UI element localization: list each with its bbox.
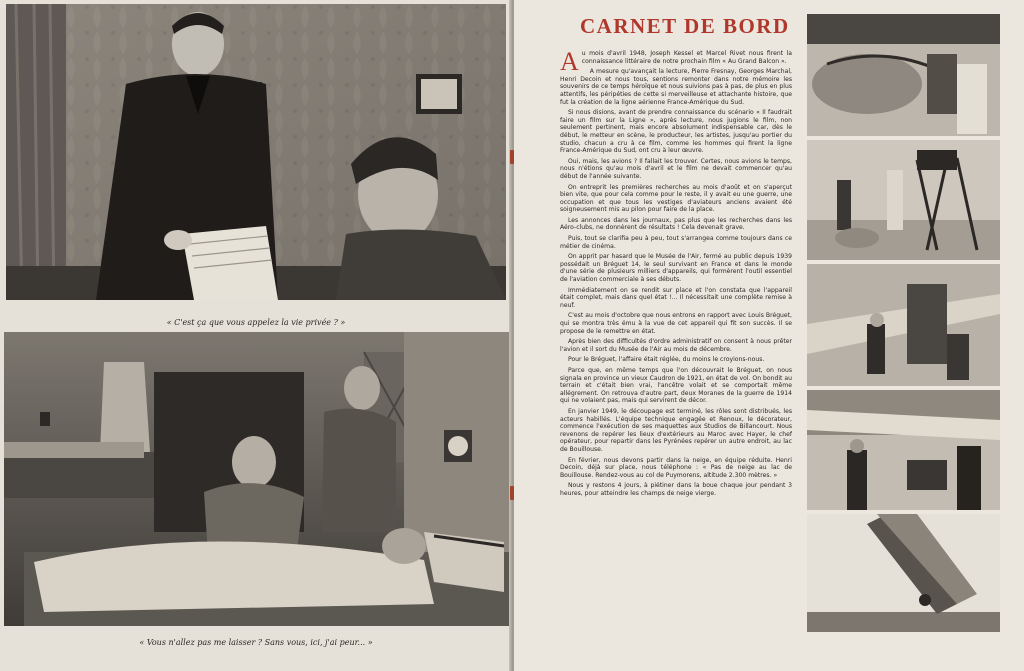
article-paragraph: Oui, mais, les avions ? Il fallait les trouver. Certes, nous avions le temps, nous n'étions qu'au mois d'avril et le film ne devait commencer qu'au début de l'année suivante.	[560, 157, 792, 180]
caption-top: « C'est ça que vous appelez la vie privée ? »	[166, 318, 346, 327]
strip-photo-3	[807, 264, 1000, 386]
strip-photo-1	[807, 14, 1000, 136]
article-paragraph: On apprit par hasard que le Musée de l'Air, fermé au public depuis 1939 possédait un Bréguet 14, le seul survivant en France et dans le monde d'une série de plusieurs milliers d'appareils, qui formèrent l'outil essentiel de l'aviation commerciale à ses débuts.	[560, 253, 792, 284]
article-paragraph: On entreprit les premières recherches au mois d'août et on s'aperçut bien vite, que pour cela comme pour le reste, il y avait eu une guerre, une occupation et que tous les vestiges d'aviateurs anciens avaient été soigneusement mis au pilon pour faire de la place.	[560, 183, 792, 214]
article-paragraph: C'est au mois d'octobre que nous entrons en rapport avec Louis Bréguet, qui se montra très ému à la vue de cet appareil qui fit son succès. Il se propose de le remettre en état.	[560, 312, 792, 335]
article-paragraph: Après bien des difficultés d'ordre administratif on consent à nous prêter l'avion et il sort du Musée de l'Air au mois de décembre.	[560, 338, 792, 353]
strip-photo-3-illustration	[807, 264, 1000, 386]
photo-top-film-still	[6, 4, 506, 300]
drop-cap: A	[560, 50, 579, 76]
article-paragraph-text: u mois d'avril 1948, Joseph Kessel et Marcel Rivet nous firent la connaissance littéraire de notre prochain film « Au Grand Balcon ».	[581, 50, 792, 65]
strip-photo-5	[807, 514, 1000, 632]
article-paragraph: Si nous disions, avant de prendre connaissance du scénario « Il faudrait faire un film sur la Ligne », après lecture, nous jugions le film, non seulement pertinent, mais encore absolument indispensable car, dès le début, le metteur en scène, le producteur, les artistes, jusqu'au portier du studio, chacun a cru à ce film, comme les hommes qui firent la ligne France-Amérique du Sud, ont cru à leur œuvre.	[560, 109, 792, 155]
article-paragraph: Nous y restons 4 jours, à piétiner dans la boue chaque jour pendant 3 heures, pour atteindre les champs de neige vierge.	[560, 482, 792, 497]
strip-photo-4	[807, 390, 1000, 510]
strip-photo-4-illustration	[807, 390, 1000, 510]
article-paragraph: Puis, tout se clarifia peu à peu, tout s'arrangea comme toujours dans ce métier de cinéma.	[560, 235, 792, 250]
article-paragraph: En janvier 1949, le découpage est terminé, les rôles sont distribués, les acteurs habillés. L'équipe technique engagée et Renoux, le décorateur, commence l'exécution de ses maquettes aux Studios de Billancourt. Nous revenons de repérer les lieux d'extérieurs au Maroc avec Hayer, le chef opérateur, pour repartir dans les Pyrénées repérer un autre endroit, au lac de Bouillouse.	[560, 407, 792, 453]
article-paragraph: Pour le Bréguet, l'affaire était réglée, du moins le croyions-nous.	[568, 356, 765, 364]
article-body	[560, 50, 792, 630]
strip-photo-2	[807, 140, 1000, 260]
article-paragraph: A mesure qu'avançait la lecture, Pierre Fresnay, Georges Marchal, Henri Decoin et nous tous, sentions remonter dans notre mémoire les souvenirs de ce temps héroïque et nous suivions pas à pas, de plus en plus attentifs, les péripéties de cette si merveilleuse et attachante histoire, que fut la création de la ligne aérienne France-Amérique du Sud.	[560, 68, 792, 106]
article-paragraph: Parce que, en même temps que l'on découvrait le Bréguet, on nous signala en province un vieux Caudron de 1921, en état de vol. On bondit au terrain et c'était bien vrai, l'ancêtre volait et se comportait même allégrement. On retrouva d'autre part, deux Moranes de la guerre de 1914 qui ne volaient pas, mais qui servirent de décor.	[560, 366, 792, 405]
article-paragraph: En février, nous devons partir dans la neige, en équipe réduite. Henri Decoin, déjà sur place, nous téléphone : « Pas de neige au lac de Bouillouse. Rendez-vous au col de Puymorens, altitude 2.300 mètres. »	[560, 456, 792, 479]
strip-photo-1-illustration	[807, 14, 1000, 136]
photo-bottom-illustration	[4, 332, 512, 626]
article-title: CARNET DE BORD	[580, 14, 790, 38]
article-paragraph: Les annonces dans les journaux, pas plus que les recherches dans les Aéro-clubs, ne donnèrent de résultats ! Cela devenait grave.	[560, 216, 792, 232]
strip-photo-5-illustration	[807, 514, 1000, 632]
article-paragraph	[560, 50, 792, 76]
article-paragraph: Immédiatement on se rendit sur place et l'on constata que l'appareil était complet, mais dans quel état !... Il nécessitait une complète remise à neuf.	[560, 286, 792, 309]
caption-bottom: « Vous n'allez pas me laisser ? Sans vous, ici, j'ai peur... »	[139, 638, 373, 647]
photo-top-illustration	[6, 4, 506, 300]
strip-photo-2-illustration	[807, 140, 1000, 260]
photo-bottom-film-still	[4, 332, 512, 626]
